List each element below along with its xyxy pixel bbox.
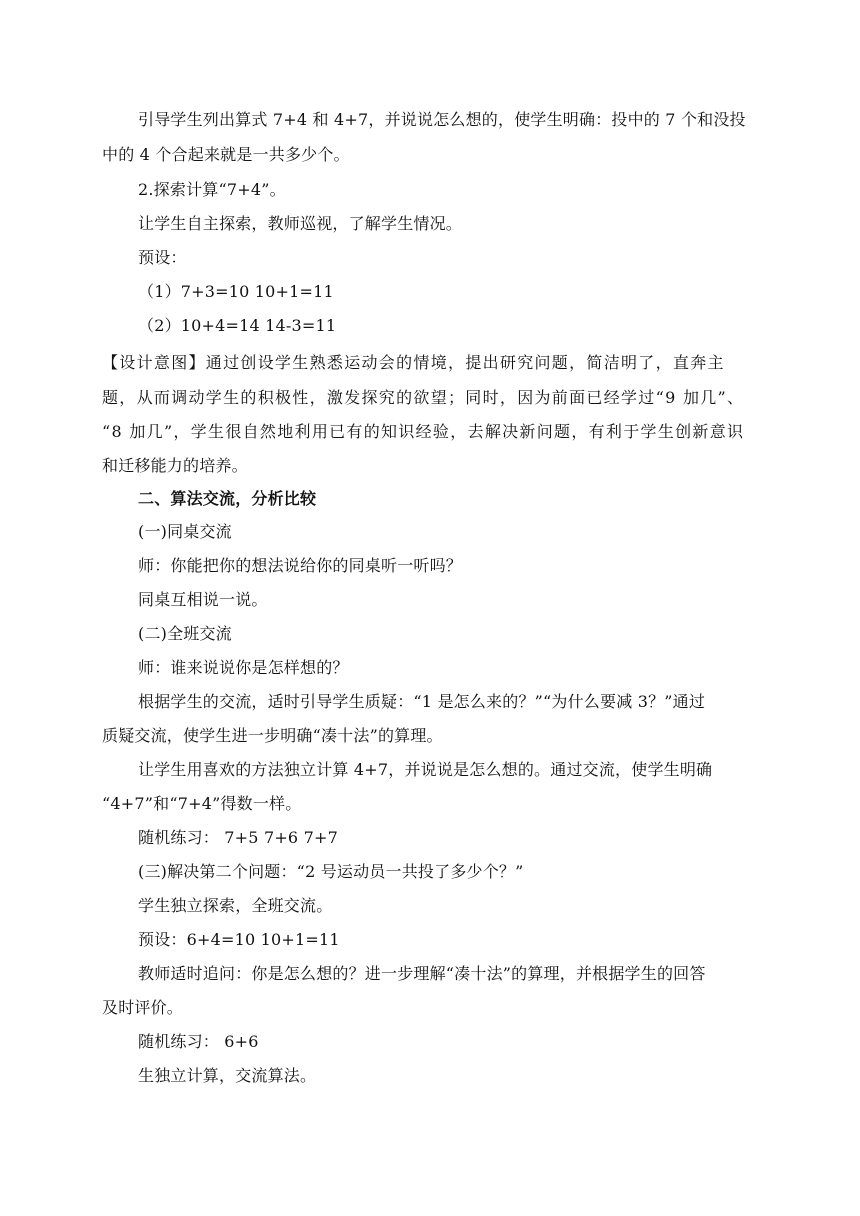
paragraph-line: “4+7”和“7+4”得数一样。	[102, 794, 302, 813]
paragraph-line: 同桌互相说一说。	[138, 590, 268, 609]
paragraph-line: 预设：	[138, 248, 187, 267]
paragraph-line: 中的 4 个合起来就是一共多少个。	[102, 145, 350, 164]
paragraph-line: 让学生自主探索，教师巡视，了解学生情况。	[138, 214, 463, 233]
paragraph-line: 生独立计算，交流算法。	[138, 1066, 317, 1085]
subsection-heading: (二)全班交流	[138, 624, 232, 643]
subsection-heading: (一)同桌交流	[138, 522, 232, 541]
paragraph-line: 引导学生列出算式 7+4 和 4+7，并说说怎么想的，使学生明确：投中的 7 个和没投	[138, 110, 746, 129]
paragraph-line: 质疑交流，使学生进一步明确“凑十法”的算理。	[102, 726, 443, 745]
practice-line: 随机练习： 7+5 7+6 7+7	[138, 828, 338, 847]
design-intent-line: 题，从而调动学生的积极性，激发探究的欲望；同时，因为前面已经学过“9 加几”、	[102, 388, 745, 407]
equation-line: 预设：6+4=10 10+1=11	[138, 930, 340, 949]
subsection-heading: (三)解决第二个问题：“2 号运动员一共投了多少个？”	[138, 862, 524, 881]
section-heading: 2.探索计算“7+4”。	[138, 180, 286, 199]
design-intent-line: 【设计意图】通过创设学生熟悉运动会的情境，提出研究问题，简洁明了，直奔主	[102, 353, 725, 372]
paragraph-line: 及时评价。	[102, 998, 184, 1017]
practice-line: 随机练习： 6+6	[138, 1032, 259, 1051]
design-intent-line: “8 加几”，学生很自然地利用已有的知识经验，去解决新问题，有利于学生创新意识	[102, 422, 745, 441]
paragraph-line: 师：你能把你的想法说给你的同桌听一听吗？	[138, 556, 463, 575]
paragraph-line: 让学生用喜欢的方法独立计算 4+7，并说说是怎么想的。通过交流，使学生明确	[138, 760, 713, 779]
paragraph-line: 根据学生的交流，适时引导学生质疑：“1 是怎么来的？”“为什么要减 3？”通过	[138, 692, 706, 711]
equation-line: （1）7+3=10 10+1=11	[138, 282, 334, 301]
paragraph-line: 师：谁来说说你是怎样想的？	[138, 658, 349, 677]
design-intent-line: 和迁移能力的培养。	[102, 456, 248, 475]
section-heading: 二、算法交流，分析比较	[138, 489, 317, 508]
paragraph-line: 教师适时追问：你是怎么想的？进一步理解“凑十法”的算理，并根据学生的回答	[138, 964, 706, 983]
equation-line: （2）10+4=14 14-3=11	[138, 316, 337, 335]
paragraph-line: 学生独立探索，全班交流。	[138, 896, 333, 915]
